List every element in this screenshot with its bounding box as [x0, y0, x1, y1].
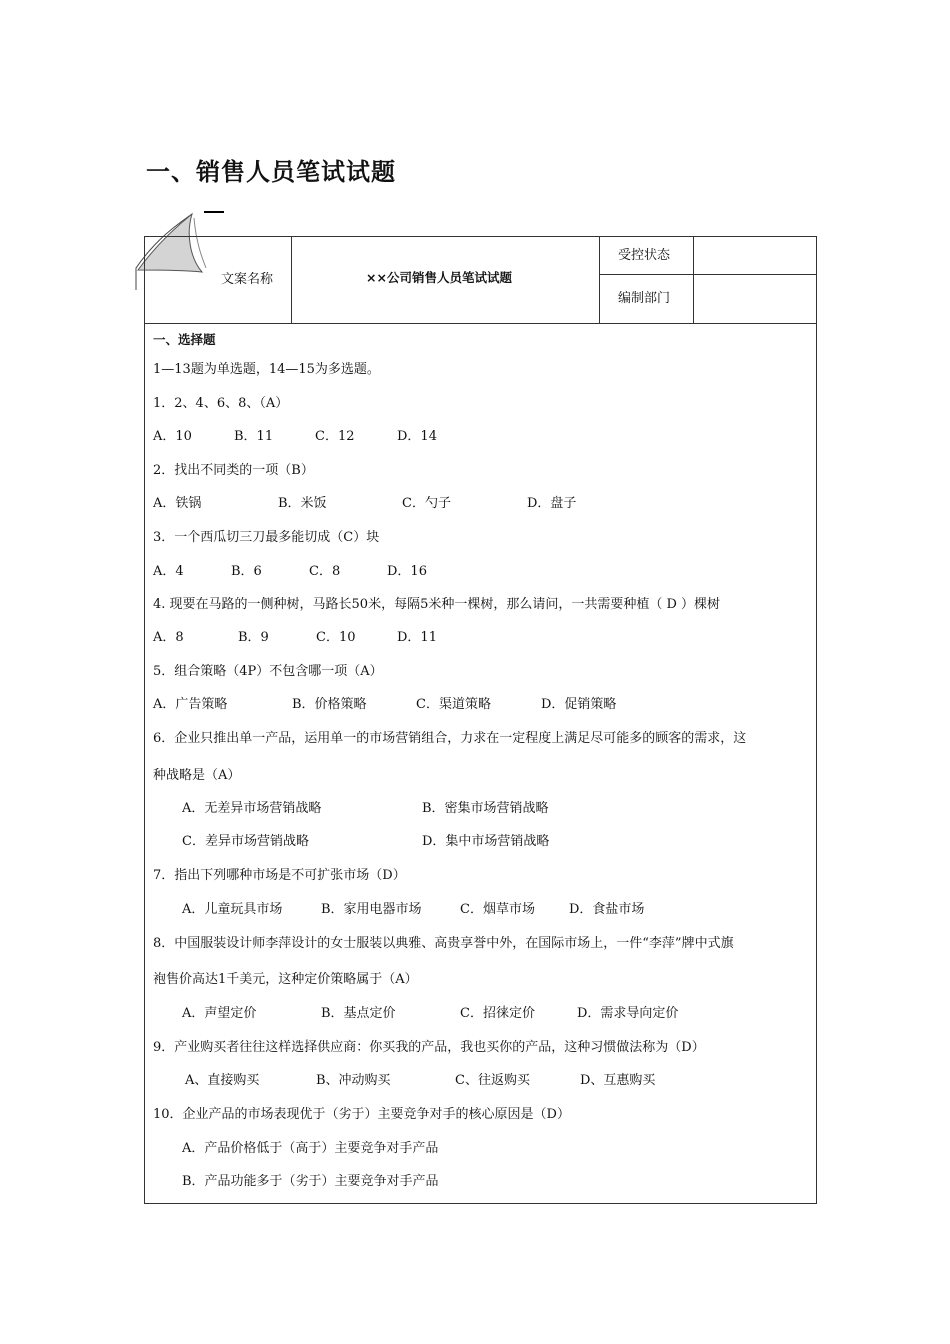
question-5: 5．组合策略（4P）不包含哪一项（A） [153, 664, 383, 679]
question-6-cont: 种战略是（A） [153, 768, 241, 783]
option: B．9 [238, 630, 269, 645]
option: A、直接购买 [185, 1073, 260, 1088]
option: C、往返购买 [455, 1073, 530, 1088]
question-8-cont: 袍售价高达1千美元，这种定价策略属于（A） [153, 972, 418, 987]
option: C．勺子 [402, 496, 451, 511]
option: B．基点定价 [321, 1006, 396, 1021]
doc-title: ××公司销售人员笔试试题 [366, 270, 512, 285]
header-bottom-divider [144, 323, 817, 324]
intro-text: 1—13题为单选题，14—15为多选题。 [153, 362, 380, 377]
option: C．8 [309, 564, 341, 579]
department-label: 编制部门 [618, 291, 671, 306]
option: D．需求导向定价 [577, 1006, 679, 1021]
option: A．声望定价 [182, 1006, 257, 1021]
option: D．11 [397, 630, 437, 645]
question-7: 7．指出下列哪种市场是不可扩张市场（D） [153, 868, 406, 883]
form-frame [144, 236, 817, 1204]
option: C．烟草市场 [460, 902, 535, 917]
question-6: 6．企业只推出单一产品，运用单一的市场营销组合，力求在一定程度上满足尽可能多的顾客的需求，这 [153, 731, 747, 746]
question-2: 2．找出不同类的一项（B） [153, 463, 314, 478]
option: C．12 [315, 429, 355, 444]
question-10: 10．企业产品的市场表现优于（劣于）主要竞争对手的核心原因是（D） [153, 1107, 570, 1122]
option: D．盘子 [527, 496, 577, 511]
option: C．招徕定价 [460, 1006, 535, 1021]
option: C．渠道策略 [416, 697, 491, 712]
question-3: 3．一个西瓜切三刀最多能切成（C）块 [153, 530, 380, 545]
question-10-option-a: A．产品价格低于（高于）主要竞争对手产品 [182, 1141, 439, 1156]
option: A．4 [153, 564, 184, 579]
option: B、冲动购买 [316, 1073, 391, 1088]
option: A．无差异市场营销战略 [182, 801, 322, 816]
header-col-divider-3 [693, 236, 694, 323]
option: C．10 [316, 630, 356, 645]
header-col-divider-2 [599, 236, 600, 323]
question-4: 4. 现要在马路的一侧种树，马路长50米，每隔5米种一棵树，那么请问，一共需要种植（ D ）棵树 [153, 597, 721, 612]
option: C．差异市场营销战略 [182, 834, 309, 849]
question-10-option-b: B．产品功能多于（劣于）主要竞争对手产品 [182, 1174, 439, 1189]
option: B．密集市场营销战略 [422, 801, 549, 816]
section-title: 一、选择题 [153, 332, 216, 347]
option: D、互惠购买 [580, 1073, 656, 1088]
doc-name-label: 文案名称 [221, 272, 274, 287]
option: B．价格策略 [292, 697, 367, 712]
option: B．11 [234, 429, 274, 444]
control-status-label: 受控状态 [618, 248, 671, 263]
question-9: 9．产业购买者往往这样选择供应商：你买我的产品，我也买你的产品，这种习惯做法称为（D） [153, 1040, 705, 1055]
header-right-divider [599, 274, 817, 275]
option: D．食盐市场 [569, 902, 645, 917]
option: D．16 [387, 564, 427, 579]
option: A．儿童玩具市场 [182, 902, 283, 917]
option: D．促销策略 [541, 697, 617, 712]
option: D．集中市场营销战略 [422, 834, 550, 849]
option: B．6 [231, 564, 262, 579]
page-title: 一、销售人员笔试试题 [146, 158, 396, 186]
option: B．家用电器市场 [321, 902, 422, 917]
header-col-divider-1 [291, 236, 292, 323]
question-1: 1．2、4、6、8、（A） [153, 396, 289, 411]
option: A．广告策略 [153, 697, 228, 712]
option: D．14 [397, 429, 437, 444]
option: B．米饭 [278, 496, 327, 511]
option: A．8 [153, 630, 184, 645]
question-8: 8．中国服装设计师李萍设计的女士服装以典雅、高贵享誉中外，在国际市场上，一件“李萍”牌中式旗 [153, 936, 734, 951]
option: A．10 [153, 429, 192, 444]
option: A．铁锅 [153, 496, 202, 511]
